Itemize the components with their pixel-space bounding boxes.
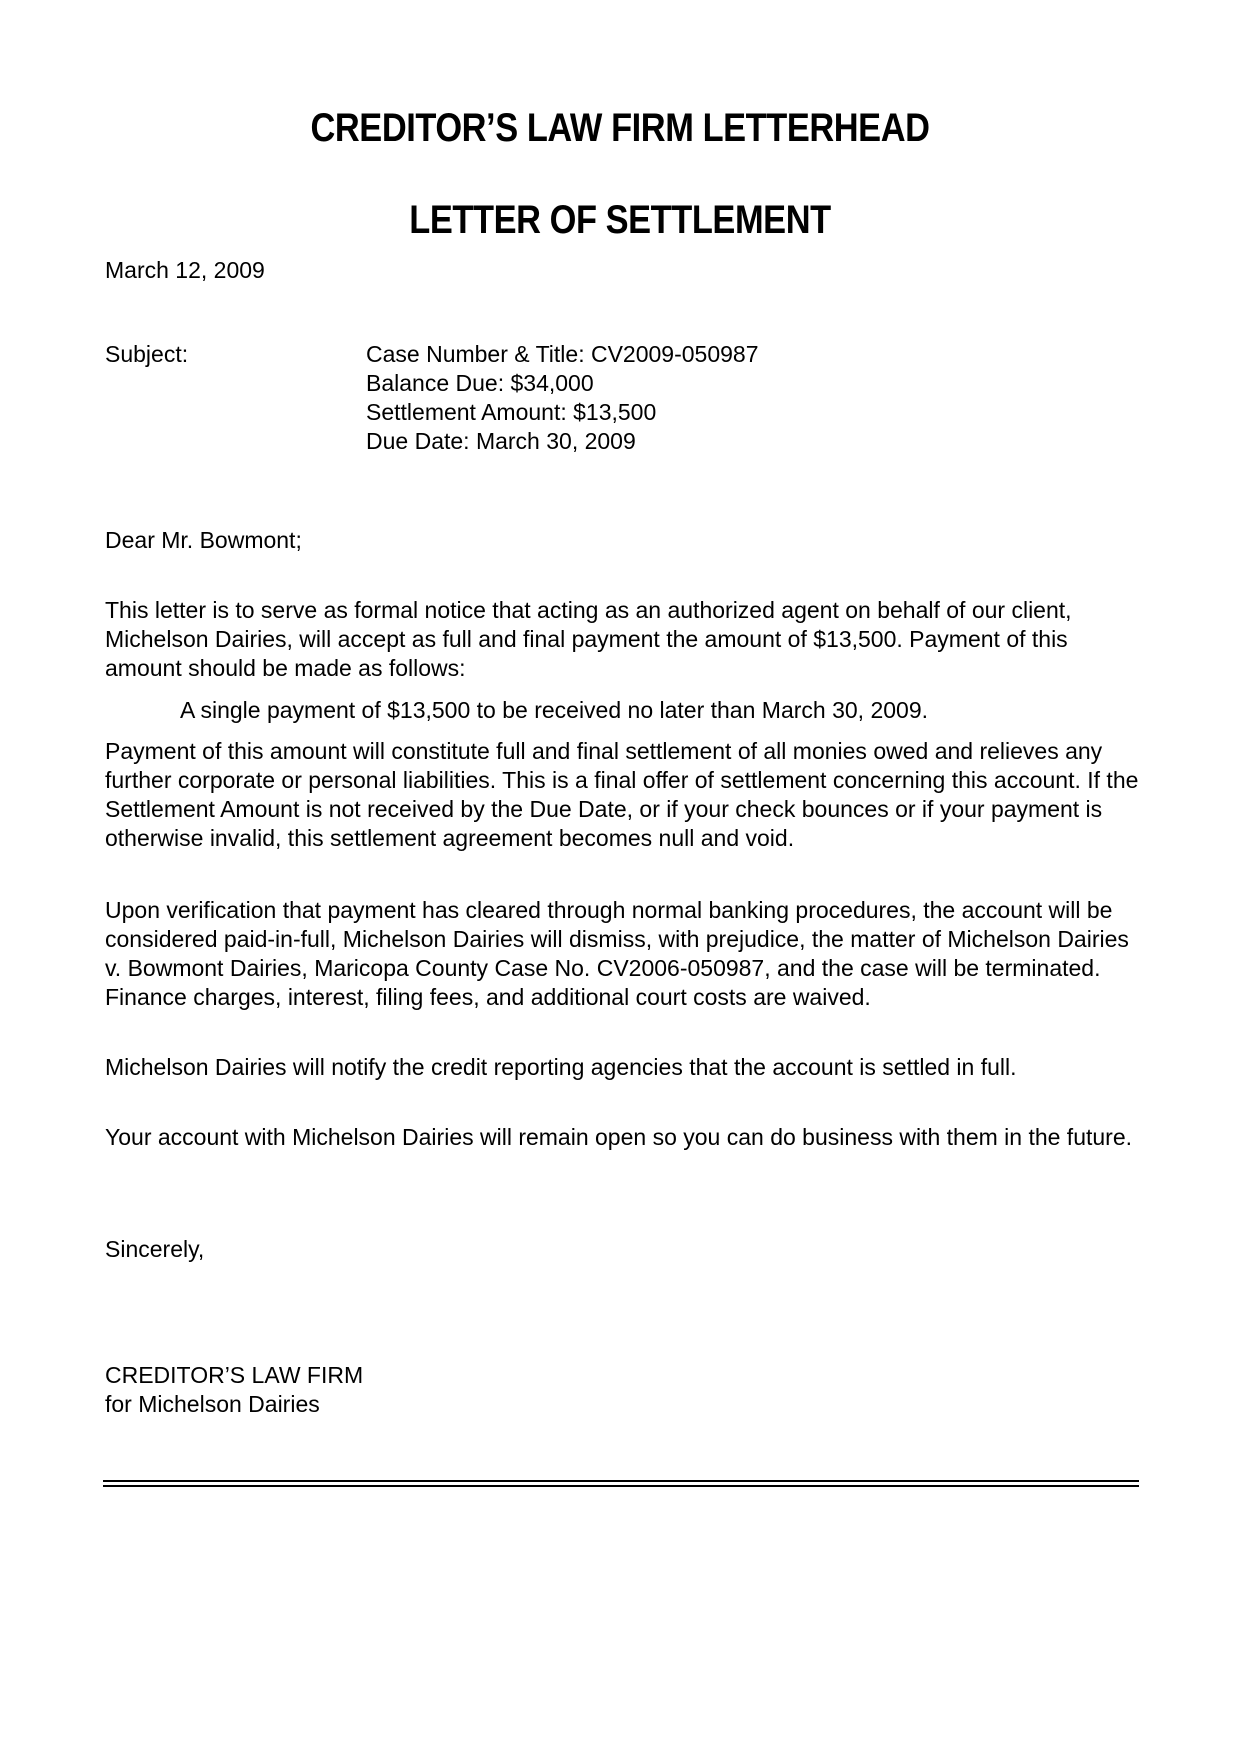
subject-details [366, 340, 759, 456]
body-paragraph-verification: Upon verification that payment has cleared through normal banking procedures, the account will be considered paid-in-full, Michelson Dairies will dismiss, with prejudice, the matter of Michelson Dairies v. Bowmont Dairies, Maricopa County Case No. CV2006-050987, and the case will be terminated. Finance charges, interest, filing fees, and additional court costs are waived. [105, 897, 1129, 1010]
footer-divider-bottom [103, 1485, 1139, 1487]
body-paragraph-credit-reporting: Michelson Dairies will notify the credit reporting agencies that the account is settled in full. [105, 1054, 1017, 1080]
body-paragraph-account-open: Your account with Michelson Dairies will remain open so you can do business with them in the future. [105, 1124, 1133, 1150]
subject-settlement-amount: Settlement Amount: $13,500 [366, 399, 657, 425]
closing: Sincerely, [105, 1236, 205, 1262]
letter-date: March 12, 2009 [105, 257, 265, 283]
letter-title: LETTER OF SETTLEMENT [409, 198, 831, 242]
signature-firm-name: CREDITOR’S LAW FIRM [105, 1362, 364, 1388]
letterhead-title: CREDITOR’S LAW FIRM LETTERHEAD [310, 106, 930, 150]
subject-due-date: Due Date: March 30, 2009 [366, 428, 636, 454]
payment-terms-line: A single payment of $13,500 to be received no later than March 30, 2009. [180, 697, 928, 723]
subject-balance-due: Balance Due: $34,000 [366, 370, 594, 396]
body-paragraph-notice: This letter is to serve as formal notice that acting as an authorized agent on behalf of our client, Michelson Dairies, will accept as full and final payment the amount of $13,500. Payment of this amount should be made as follows: [105, 597, 1072, 681]
footer-divider-top [103, 1480, 1139, 1482]
signature-client-name: for Michelson Dairies [105, 1391, 320, 1417]
body-paragraph-settlement-terms: Payment of this amount will constitute full and final settlement of all monies owed and relieves any further corporate or personal liabilities. This is a final offer of settlement concerning this account. If the Settlement Amount is not received by the Due Date, or if your check bounces or if your payment is otherwise invalid, this settlement agreement becomes null and void. [105, 738, 1139, 851]
subject-label: Subject: [105, 341, 189, 367]
subject-case-number: Case Number & Title: CV2009-050987 [366, 341, 759, 367]
salutation: Dear Mr. Bowmont; [105, 527, 302, 553]
